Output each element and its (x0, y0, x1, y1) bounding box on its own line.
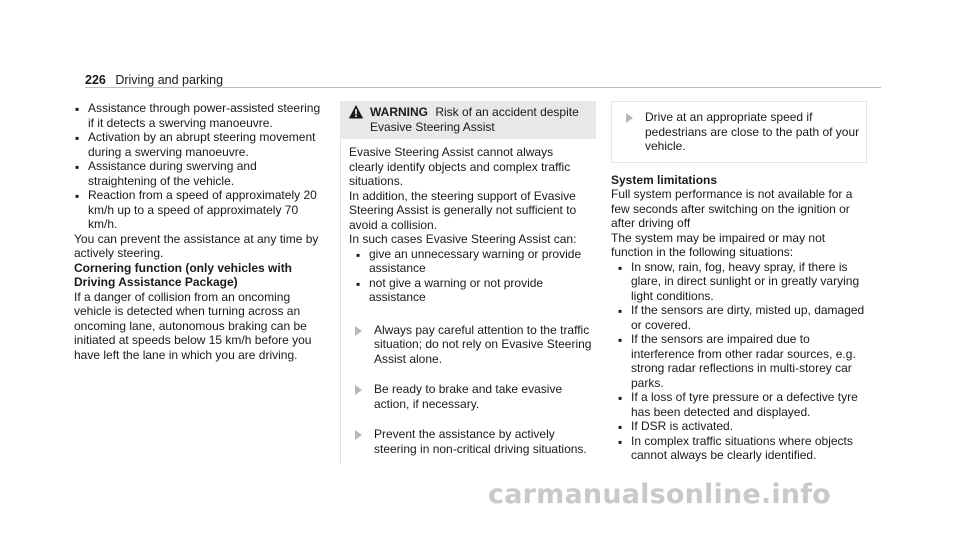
warning-triangle-icon (348, 104, 364, 120)
warning-paragraph: In addition, the steering support of Evasive Steering Assist is generally not sufficient to avoid a collision. (349, 188, 577, 232)
list-item: ▪ Assistance during swerving and straightening of the vehicle. (75, 159, 257, 188)
prevent-assistance-text: You can prevent the assistance at any time by actively steering. (74, 231, 319, 260)
bullet-icon: ▪ (618, 420, 623, 434)
list-item: ▪ In complex traffic situations where objects cannot always be clearly identified. (618, 433, 853, 462)
bullet-icon: ▪ (75, 189, 80, 203)
limitations-text: Full system performance is not available for a few seconds after switching on the ignition or after driving off (611, 187, 853, 230)
instruction-item (340, 315, 596, 375)
warning-list (355, 247, 588, 305)
limitations-list (617, 260, 867, 463)
bullet-icon: ▪ (356, 276, 361, 291)
list-item: ▪ Activation by an abrupt steering movement during a swerving manoeuvre. (75, 130, 316, 159)
bullet-icon: ▪ (618, 391, 623, 405)
warning-title: Risk of an accident despite Evasive Steering Assist (370, 105, 579, 134)
instruction-item (611, 101, 867, 163)
list-item: ▪ If the sensors are impaired due to interference from other radar sources, e.g. strong radar reflections in multi-storey car parks. (618, 332, 856, 390)
instruction-text: Always pay careful attention to the traffic situation; do not rely on Evasive Steering Assist alone. (374, 322, 592, 366)
arrow-right-icon (355, 430, 362, 440)
bullet-icon: ▪ (618, 333, 623, 347)
arrow-right-icon (626, 113, 633, 123)
instruction-item (340, 374, 596, 419)
limitations-heading: System limitations (611, 172, 718, 187)
list-item: ▪ Reaction from a speed of approximately 20 km/h up to a speed of approximately 70 km/h. (75, 188, 317, 231)
page-header (85, 73, 223, 88)
list-item: ▪ If a loss of tyre pressure or a defective tyre has been detected and displayed. (618, 390, 858, 419)
warning-paragraph: In such cases Evasive Steering Assist can: (349, 232, 577, 246)
bullet-icon: ▪ (75, 160, 80, 174)
bullet-icon: ▪ (75, 102, 80, 116)
impaired-text: The system may be impaired or may not function in the following situations: (611, 230, 826, 259)
list-item: ▪ not give a warning or not provide assistance (356, 275, 544, 304)
cornering-text: If a danger of collision from an oncoming vehicle is detected when turning across an oncoming lane, autonomous braking can be initiated at speeds below 15 km/h before you have left the lane in which you are driving. (74, 289, 312, 362)
arrow-right-icon (355, 326, 362, 336)
instruction-text: Drive at an appropriate speed if pedestrians are close to the path of your vehicle. (645, 110, 860, 153)
bullet-icon: ▪ (618, 434, 623, 449)
list-item: ▪ give an unnecessary warning or provide assistance (356, 246, 582, 275)
watermark: carmanualsonline.info (488, 479, 831, 510)
warning-paragraph: Evasive Steering Assist cannot always clearly identify objects and complex traffic situations. (349, 145, 571, 188)
section-title: Driving and parking (115, 73, 224, 87)
cornering-heading: Cornering function (only vehicles with Driving Assistance Package) (74, 260, 293, 289)
arrow-right-icon (355, 385, 362, 395)
instruction-item (340, 419, 596, 464)
bullet-icon: ▪ (618, 260, 623, 275)
list-item: ▪ If DSR is activated. (618, 419, 734, 434)
warning-label: WARNING (370, 105, 428, 119)
warning-header (340, 101, 596, 139)
warning-body (340, 139, 596, 315)
column-left (74, 101, 324, 362)
header-rule (85, 87, 881, 88)
list-item: ▪ If the sensors are dirty, misted up, damaged or covered. (618, 303, 865, 332)
bullet-icon: ▪ (75, 131, 80, 145)
column-middle (340, 101, 596, 464)
list-item: ▪ In snow, rain, fog, heavy spray, if there is glare, in direct sunlight or in greatly varying light conditions. (618, 259, 860, 303)
instruction-text: Prevent the assistance by actively steering in non-critical driving situations. (374, 427, 587, 456)
list-item: ▪ Assistance through power-assisted steering if it detects a swerving manoeuvre. (75, 101, 321, 130)
page-number: 226 (85, 73, 106, 87)
column-right (611, 101, 867, 463)
assist-feature-list (74, 101, 324, 232)
warning-box (340, 101, 596, 464)
bullet-icon: ▪ (618, 304, 623, 318)
bullet-icon: ▪ (356, 247, 361, 262)
instruction-text: Be ready to brake and take evasive action, if necessary. (374, 382, 563, 411)
